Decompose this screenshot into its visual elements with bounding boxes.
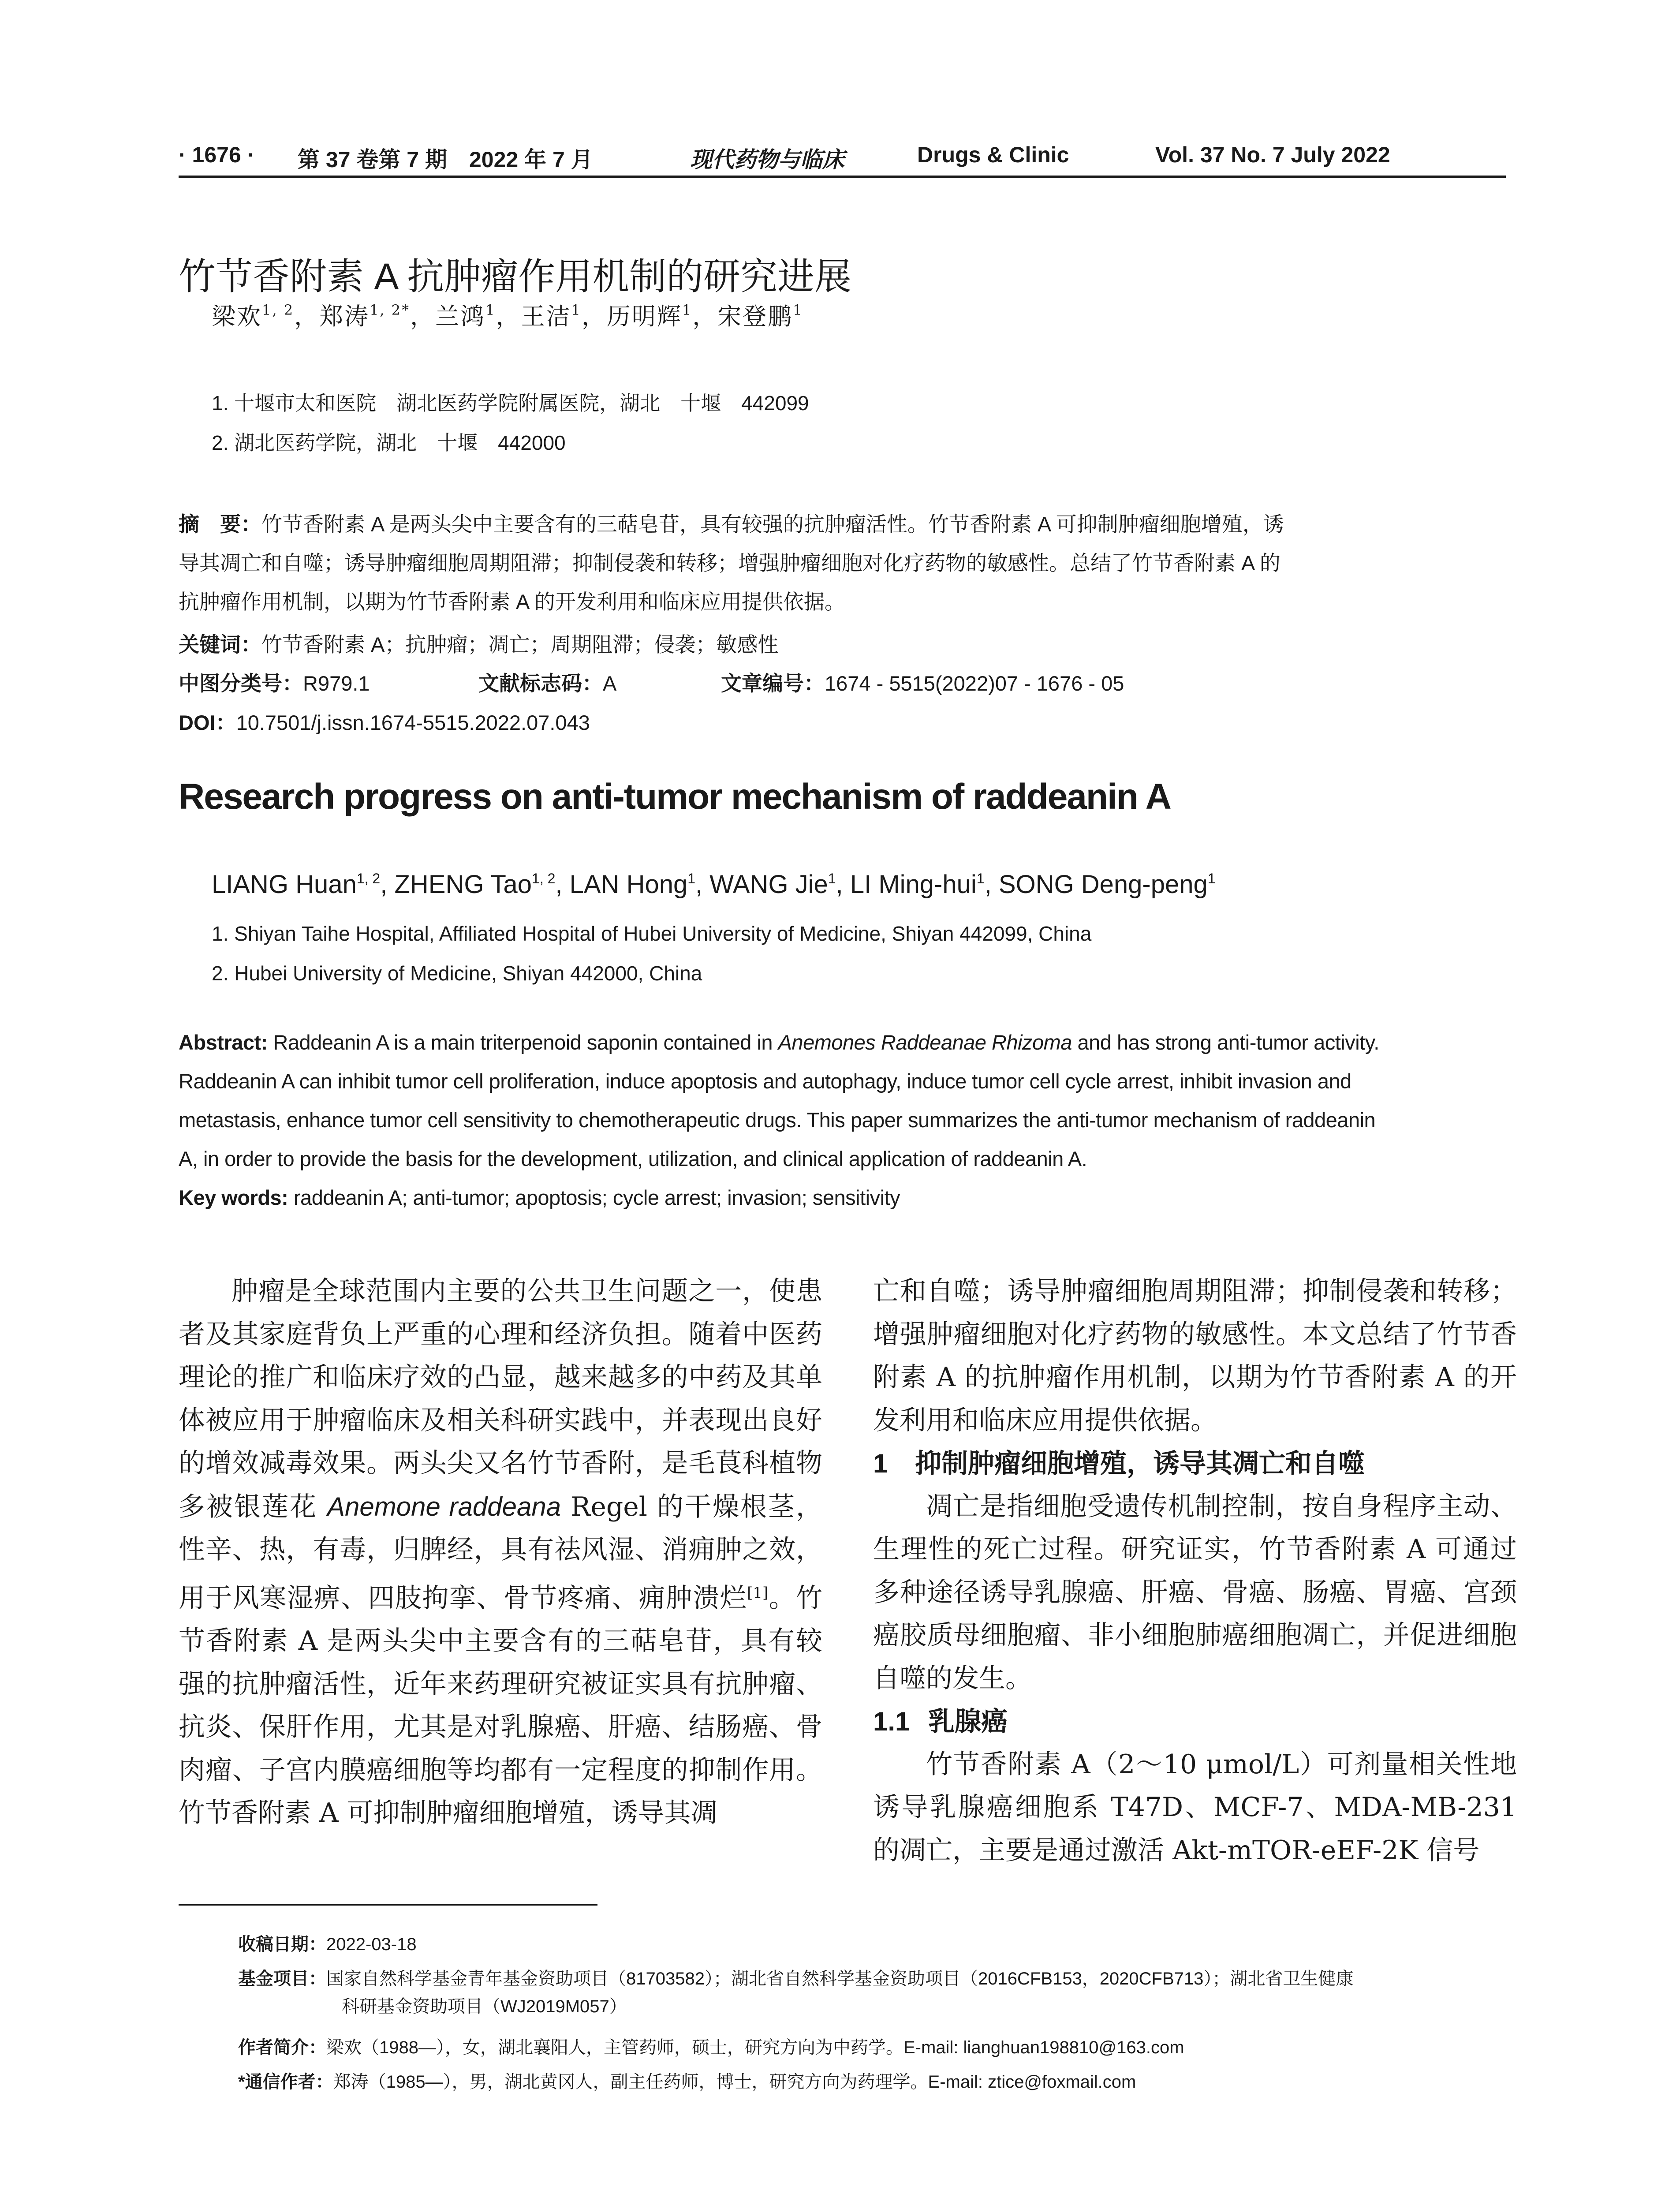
abstract-cn-line-2: 导其凋亡和自噬；诱导肿瘤细胞周期阻滞；抑制侵袭和转移；增强肿瘤细胞对化疗药物的敏感性。总结了竹节香附素 A 的 [179, 551, 1281, 575]
keywords-en-label: Key words: [179, 1186, 288, 1209]
author-cn-name: 兰鸿 [435, 303, 486, 330]
affiliation-en-2: 2. Hubei University of Medicine, Shiyan 442000, China [212, 962, 702, 985]
author-en-name: LAN Hong [569, 870, 688, 899]
article-title-cn: 竹节香附素 A 抗肿瘤作用机制的研究进展 [179, 256, 852, 297]
abstract-cn-line-3: 抗肿瘤作用机制，以期为竹节香附素 A 的开发利用和临床应用提供依据。 [179, 590, 845, 613]
affiliation-en-1: 1. Shiyan Taihe Hospital, Affiliated Hospital of Hubei University of Medicine, Shiyan 442099, China [212, 922, 1092, 945]
abstract-en-label: Abstract: [179, 1031, 268, 1054]
author-cn-affiliation-mark: 1 [571, 302, 582, 318]
citation-1[interactable]: [1] [747, 1584, 769, 1602]
author-bio-text: 梁欢（1988—），女，湖北襄阳人，主管药师，硕士，研究方向为中药学。E-mail: lianghuan198810@163.com [326, 2038, 1184, 2057]
author-cn-separator: ， [496, 303, 521, 330]
abstract-en-line-3: metastasis, enhance tumor cell sensitivity to chemotherapeutic drugs. This paper summarizes the anti-tumor mechanism of raddeanin [179, 1108, 1376, 1132]
body-paragraph-apoptosis: 凋亡是指细胞受遗传机制控制，按自身程序主动、生理性的死亡过程。研究证实，竹节香附素 A 可通过多种途径诱导乳腺癌、肝癌、骨癌、肠癌、胃癌、宫颈癌胶质母细胞瘤、非小细胞肺癌细胞凋亡，并促进细胞自噬的发生。 [873, 1491, 1517, 1694]
intro-text-1: 肿瘤是全球范围内主要的公共卫生问题之一，使患者及其家庭背负上严重的心理和经济负担。随着中医药理论的推广和临床疗效的凸显，越来越多的中药及其单体被应用于肿瘤临床及相关科研实践中，并表现出良好的增效减毒效果。两头尖又名竹节香附，是毛茛科植物多被银莲花 [179, 1276, 822, 1522]
author-en-affiliation-mark: 1 [828, 871, 836, 886]
clc-value: R979.1 [303, 672, 370, 695]
body-paragraph-intro [179, 1270, 822, 1835]
abstract-en [179, 1023, 1506, 1217]
author-list-cn [212, 298, 803, 332]
doi-line [179, 706, 590, 736]
issue-cn: 第 37 卷第 7 期 2022 年 7 月 [298, 147, 593, 172]
author-en-affiliation-mark: 1 [1207, 871, 1216, 886]
abstract-cn [179, 505, 1506, 621]
subsection-heading-1-1 [873, 1700, 1517, 1743]
running-header [179, 142, 1506, 170]
intro-text-3: 。竹节香附素 A 是两头尖中主要含有的三萜皂苷，具有较强的抗肿瘤活性，近年来药理研究被证实具有抗肿瘤、抗炎、保肝作用，尤其是对乳腺癌、肝癌、结肠癌、骨肉瘤、子宫内膜癌细胞等均都有一定程度的抑制作用。竹节香附素 A 可抑制肿瘤细胞增殖，诱导其凋 [179, 1582, 823, 1828]
author-en-name: ZHENG Tao [394, 870, 532, 899]
footnote-corresponding [238, 2068, 1506, 2096]
doc-code-value: A [603, 672, 617, 695]
funding-text-1: 国家自然科学基金青年基金资助项目（81703582）；湖北省自然科学基金资助项目（2016CFB153，2020CFB713）；湖北省卫生健康 [326, 1969, 1354, 1988]
footnote-received [238, 1931, 1506, 1958]
doc-code-label: 文献标志码： [478, 672, 603, 695]
author-en-name: SONG Deng-peng [998, 870, 1208, 899]
clc-label: 中图分类号： [179, 672, 303, 695]
author-en-affiliation-mark: 1, 2 [356, 871, 381, 886]
footnote-author-bio [238, 2034, 1506, 2062]
footnote-funding [238, 1965, 1506, 2021]
footnote-divider [179, 1904, 597, 1906]
corresponding-text: 郑涛（1985—），男，湖北黄冈人，副主任药师，博士，研究方向为药理学。E-mail: ztice@foxmail.com [333, 2072, 1136, 2092]
body-paragraph-intro-cont: 亡和自噬；诱导肿瘤细胞周期阻滞；抑制侵袭和转移；增强肿瘤细胞对化疗药物的敏感性。本文总结了竹节香附素 A 的抗肿瘤作用机制，以期为竹节香附素 A 的开发利用和临床应用提供依据。 [873, 1276, 1517, 1436]
author-en-separator: , [984, 870, 999, 899]
author-en-name: LI Ming-hui [850, 870, 977, 899]
page-number: · 1676 · [179, 142, 255, 167]
author-en-name: WANG Jie [709, 870, 828, 899]
journal-name-cn: 现代药物与临床 [690, 146, 844, 172]
author-en-separator: , [836, 870, 850, 899]
corresponding-label: *通信作者： [238, 2072, 333, 2092]
doi-label: DOI： [179, 711, 236, 734]
abstract-en-text-cont: and has strong anti-tumor activity. [1071, 1031, 1379, 1054]
article-title-en: Research progress on anti-tumor mechanism of raddeanin A [179, 777, 1171, 817]
doi-value: 10.7501/j.issn.1674-5515.2022.07.043 [236, 711, 590, 734]
author-cn-separator: ， [692, 303, 718, 330]
subsection-title: 乳腺癌 [928, 1707, 1008, 1736]
keywords-cn-text: 竹节香附素 A；抗肿瘤；凋亡；周期阻滞；侵袭；敏感性 [261, 633, 779, 656]
author-cn-affiliation-mark: 1, 2 [262, 302, 295, 318]
author-en-affiliation-mark: 1 [976, 871, 985, 886]
author-en-affiliation-mark: 1 [687, 871, 696, 886]
body-column-left [179, 1270, 822, 1835]
author-en-name: LIANG Huan [212, 870, 357, 899]
author-cn-affiliation-mark: 1 [793, 302, 803, 318]
subsection-number: 1.1 [873, 1707, 910, 1736]
author-cn-separator: ， [410, 303, 436, 330]
author-cn-name: 历明辉 [606, 303, 682, 330]
funding-text-2: 科研基金资助项目（WJ2019M057） [342, 1997, 627, 2016]
section-number-1: 1 [873, 1449, 888, 1478]
intro-text-2: Regel 的干燥根茎，性辛、热，有毒，归脾经，具有祛风湿、消痈肿之效，用于风寒湿痹、四肢拘挛、骨节疼痛、痈肿溃烂 [179, 1491, 822, 1614]
received-label: 收稿日期： [238, 1935, 326, 1954]
affiliation-cn-2: 2. 湖北医药学院，湖北 十堰 442000 [212, 431, 566, 454]
author-bio-label: 作者简介： [238, 2038, 326, 2057]
affiliation-cn-1: 1. 十堰市太和医院 湖北医药学院附属医院，湖北 十堰 442099 [212, 392, 809, 415]
abstract-en-line-4: A, in order to provide the basis for the development, utilization, and clinical application of raddeanin A. [179, 1147, 1087, 1170]
funding-label: 基金项目： [238, 1969, 326, 1988]
author-cn-affiliation-mark: 1 [485, 302, 496, 318]
keywords-cn [179, 628, 778, 658]
author-cn-name: 宋登鹏 [717, 303, 793, 330]
abstract-cn-label: 摘 要： [179, 512, 261, 536]
author-cn-name: 郑涛 [319, 303, 370, 330]
species-name: Anemone raddeana [327, 1491, 561, 1521]
body-column-right [873, 1270, 1517, 1872]
author-en-separator: , [380, 870, 395, 899]
section-title-1: 抑制肿瘤细胞增殖，诱导其凋亡和自噬 [915, 1449, 1365, 1478]
abstract-en-text: Raddeanin A is a main triterpenoid saponin contained in [267, 1031, 778, 1054]
header-divider [179, 176, 1506, 178]
author-list-en [212, 870, 1216, 899]
abstract-en-line-2: Raddeanin A can inhibit tumor cell proliferation, induce apoptosis and autophagy, induce tumor cell cycle arrest, inhibit invasion and [179, 1069, 1351, 1093]
body-paragraph-breast-cancer: 竹节香附素 A（2～10 μmol/L）可剂量相关性地诱导乳腺癌细胞系 T47D、MCF-7、MDA-MB-231 的凋亡，主要是通过激活 Akt-mTOR-eEF-2K 信号 [873, 1749, 1517, 1866]
keywords-cn-label: 关键词： [179, 633, 261, 656]
received-date: 2022-03-18 [326, 1935, 417, 1954]
author-en-separator: , [555, 870, 570, 899]
author-cn-affiliation-mark: 1 [682, 302, 693, 318]
journal-name-en: Drugs & Clinic [917, 142, 1069, 167]
abstract-en-species: Anemones Raddeanae Rhizoma [778, 1031, 1072, 1054]
author-cn-name: 梁欢 [212, 303, 262, 330]
issue-en: Vol. 37 No. 7 July 2022 [1155, 142, 1390, 167]
author-cn-affiliation-mark: 1, 2* [370, 302, 411, 318]
author-cn-separator: ， [294, 303, 320, 330]
classification-line [179, 667, 1506, 694]
author-cn-separator: ， [581, 303, 607, 330]
article-number-label: 文章编号： [721, 672, 825, 695]
keywords-en-text: raddeanin A; anti-tumor; apoptosis; cycle arrest; invasion; sensitivity [288, 1186, 900, 1209]
section-heading-1 [873, 1442, 1517, 1485]
author-en-affiliation-mark: 1, 2 [532, 871, 556, 886]
abstract-cn-line-1: 竹节香附素 A 是两头尖中主要含有的三萜皂苷，具有较强的抗肿瘤活性。竹节香附素 A 可抑制肿瘤细胞增殖，诱 [261, 512, 1284, 536]
article-number-value: 1674 - 5515(2022)07 - 1676 - 05 [825, 672, 1124, 695]
author-cn-name: 王洁 [521, 303, 571, 330]
author-en-separator: , [695, 870, 710, 899]
